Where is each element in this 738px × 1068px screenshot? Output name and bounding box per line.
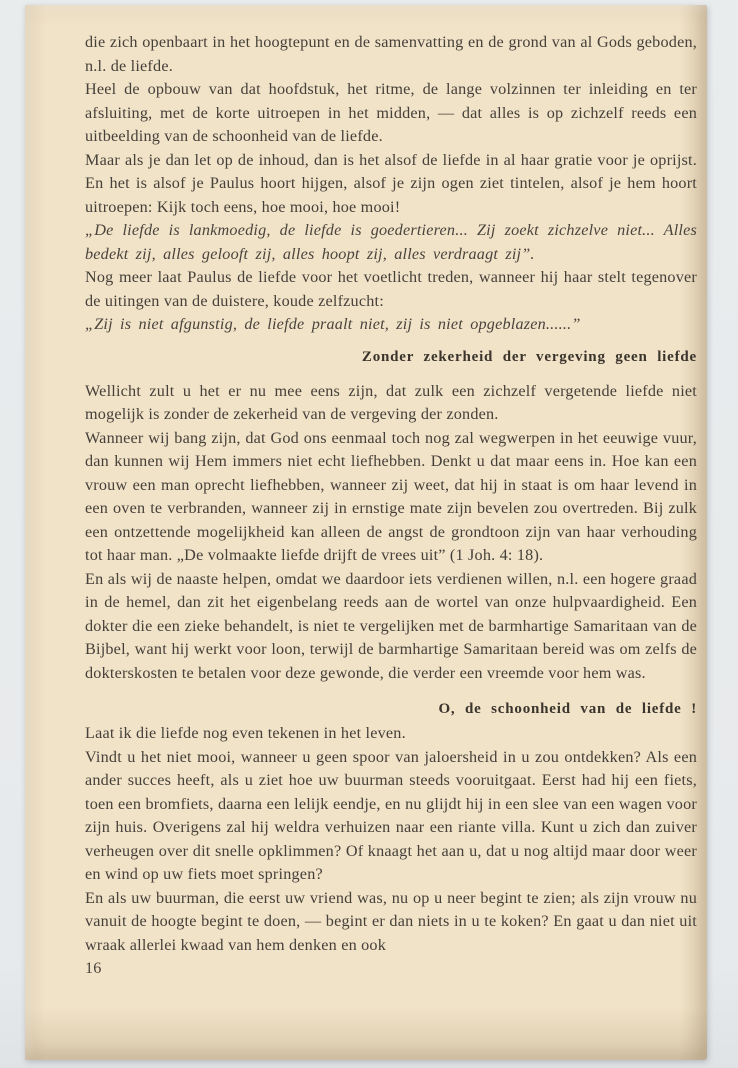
bible-quote-niet-afgunstig: „Zij is niet afgunstig, de liefde praalt niet, zij is niet opgeblazen......” bbox=[85, 315, 581, 333]
section-heading-zonder-zekerheid: Zonder zekerheid der vergeving geen liefde bbox=[361, 348, 697, 365]
book-page-paper bbox=[25, 5, 707, 1060]
paragraph-continuation: die zich openbaart in het hoogtepunt en de samenvatting en de grond van al Gods geboden, n.l. de liefde. bbox=[85, 33, 697, 75]
paragraph-wanneer-wij-bang: Wanneer wij bang zijn, dat God ons eenmaal toch nog zal wegwerpen in het eeuwige vuur, dan kunnen wij Hem immers niet echt liefhebben. Denkt u dat maar eens in. Hoe kan een vrouw een man oprecht liefhebben, wanneer zij weet, dat hij in staat is om haar levend in een oven te verbranden, wanneer zij in ernstige mate zijn bevelen zou overtreden. Bij zulk een ontzettende mogelijkheid kan alleen de angst de grondtoon zijn van haar verhouding tot haar man. „De volmaakte liefde drijft de vrees uit” (1 Joh. 4: 18). bbox=[85, 428, 697, 564]
paragraph-wellicht: Wellicht zult u het er nu mee eens zijn, dat zulk een zichzelf vergetende liefde niet mogelijk is zonder de zekerheid van de vergeving der zonden. bbox=[85, 381, 697, 423]
paragraph-buurman: En als uw buurman, die eerst uw vriend was, nu op u neer begint te zien; als zijn vrouw nu vanuit de hoogte begint te doen, — begint er dan niets in u te koken? En gaat u dan niet uit wraak allerlei kwaad van hem denken en ook bbox=[85, 888, 697, 954]
page-number: 16 bbox=[85, 959, 102, 977]
paragraph-laat-ik: Laat ik die liefde nog even tekenen in het leven. bbox=[85, 724, 406, 742]
page-text-block bbox=[85, 31, 697, 981]
paragraph-opbouw: Heel de opbouw van dat hoofdstuk, het ritme, de lange volzinnen ter inleiding en ter afsluiting, met de korte uitroepen in het midden, — dat alles is op zichzelf reeds een uitbeelding van de schoonheid van de liefde. bbox=[85, 80, 697, 145]
paragraph-inhoud: Maar als je dan let op de inhoud, dan is het alsof de liefde in al haar gratie voor je oprijst. En het is alsof je Paulus hoort hijgen, alsof je zijn ogen ziet tintelen, alsof je hem hoort uitroepen: Kijk toch eens, hoe mooi, hoe mooi! bbox=[85, 150, 697, 216]
paragraph-jaloersheid: Vindt u het niet mooi, wanneer u geen spoor van jaloersheid in u zou ontdekken? Als een ander succes heeft, als u ziet hoe uw buurman steeds vooruitgaat. Eerst had hij een fiets, toen een bromfiets, daarna een lelijk eendje, en nu glijdt hij in een slee van een wagen voor zijn huis. Overigens zal hij weldra verhuizen naar een riante villa. Kunt u zich dan zuiver verheugen over dit snelle opklimmen? Of knaagt het aan u, dat u nog altijd maar door weer en wind op uw fiets moet springen? bbox=[85, 747, 697, 883]
paragraph-naaste-helpen: En als wij de naaste helpen, omdat we daardoor iets verdienen willen, n.l. een hogere graad in de hemel, dan zit het eigenbelang reeds aan de wortel van onze hulpvaardigheid. Een dokter die een zieke behandelt, is niet te vergelijken met de barmhartige Samaritaan van de Bijbel, want hij werkt voor loon, terwijl de barmhartige Samaritaan bereid was om zelfs de dokterskosten te betalen voor deze gewonde, die verder een vreemde voor hem was. bbox=[85, 569, 697, 682]
bible-quote-liefde-is-lankmoedig: „De liefde is lankmoedig, de liefde is goedertieren... Zij zoekt zichzelve niet... Alles bedekt zij, alles gelooft zij, alles hoopt zij, alles verdraagt zij”. bbox=[85, 221, 697, 263]
paragraph-voetlicht: Nog meer laat Paulus de liefde voor het voetlicht treden, wanneer hij haar stelt tegenover de uitingen van de duistere, koude zelfzucht: bbox=[85, 268, 697, 310]
section-heading-schoonheid: O, de schoonheid van de liefde ! bbox=[438, 701, 697, 717]
